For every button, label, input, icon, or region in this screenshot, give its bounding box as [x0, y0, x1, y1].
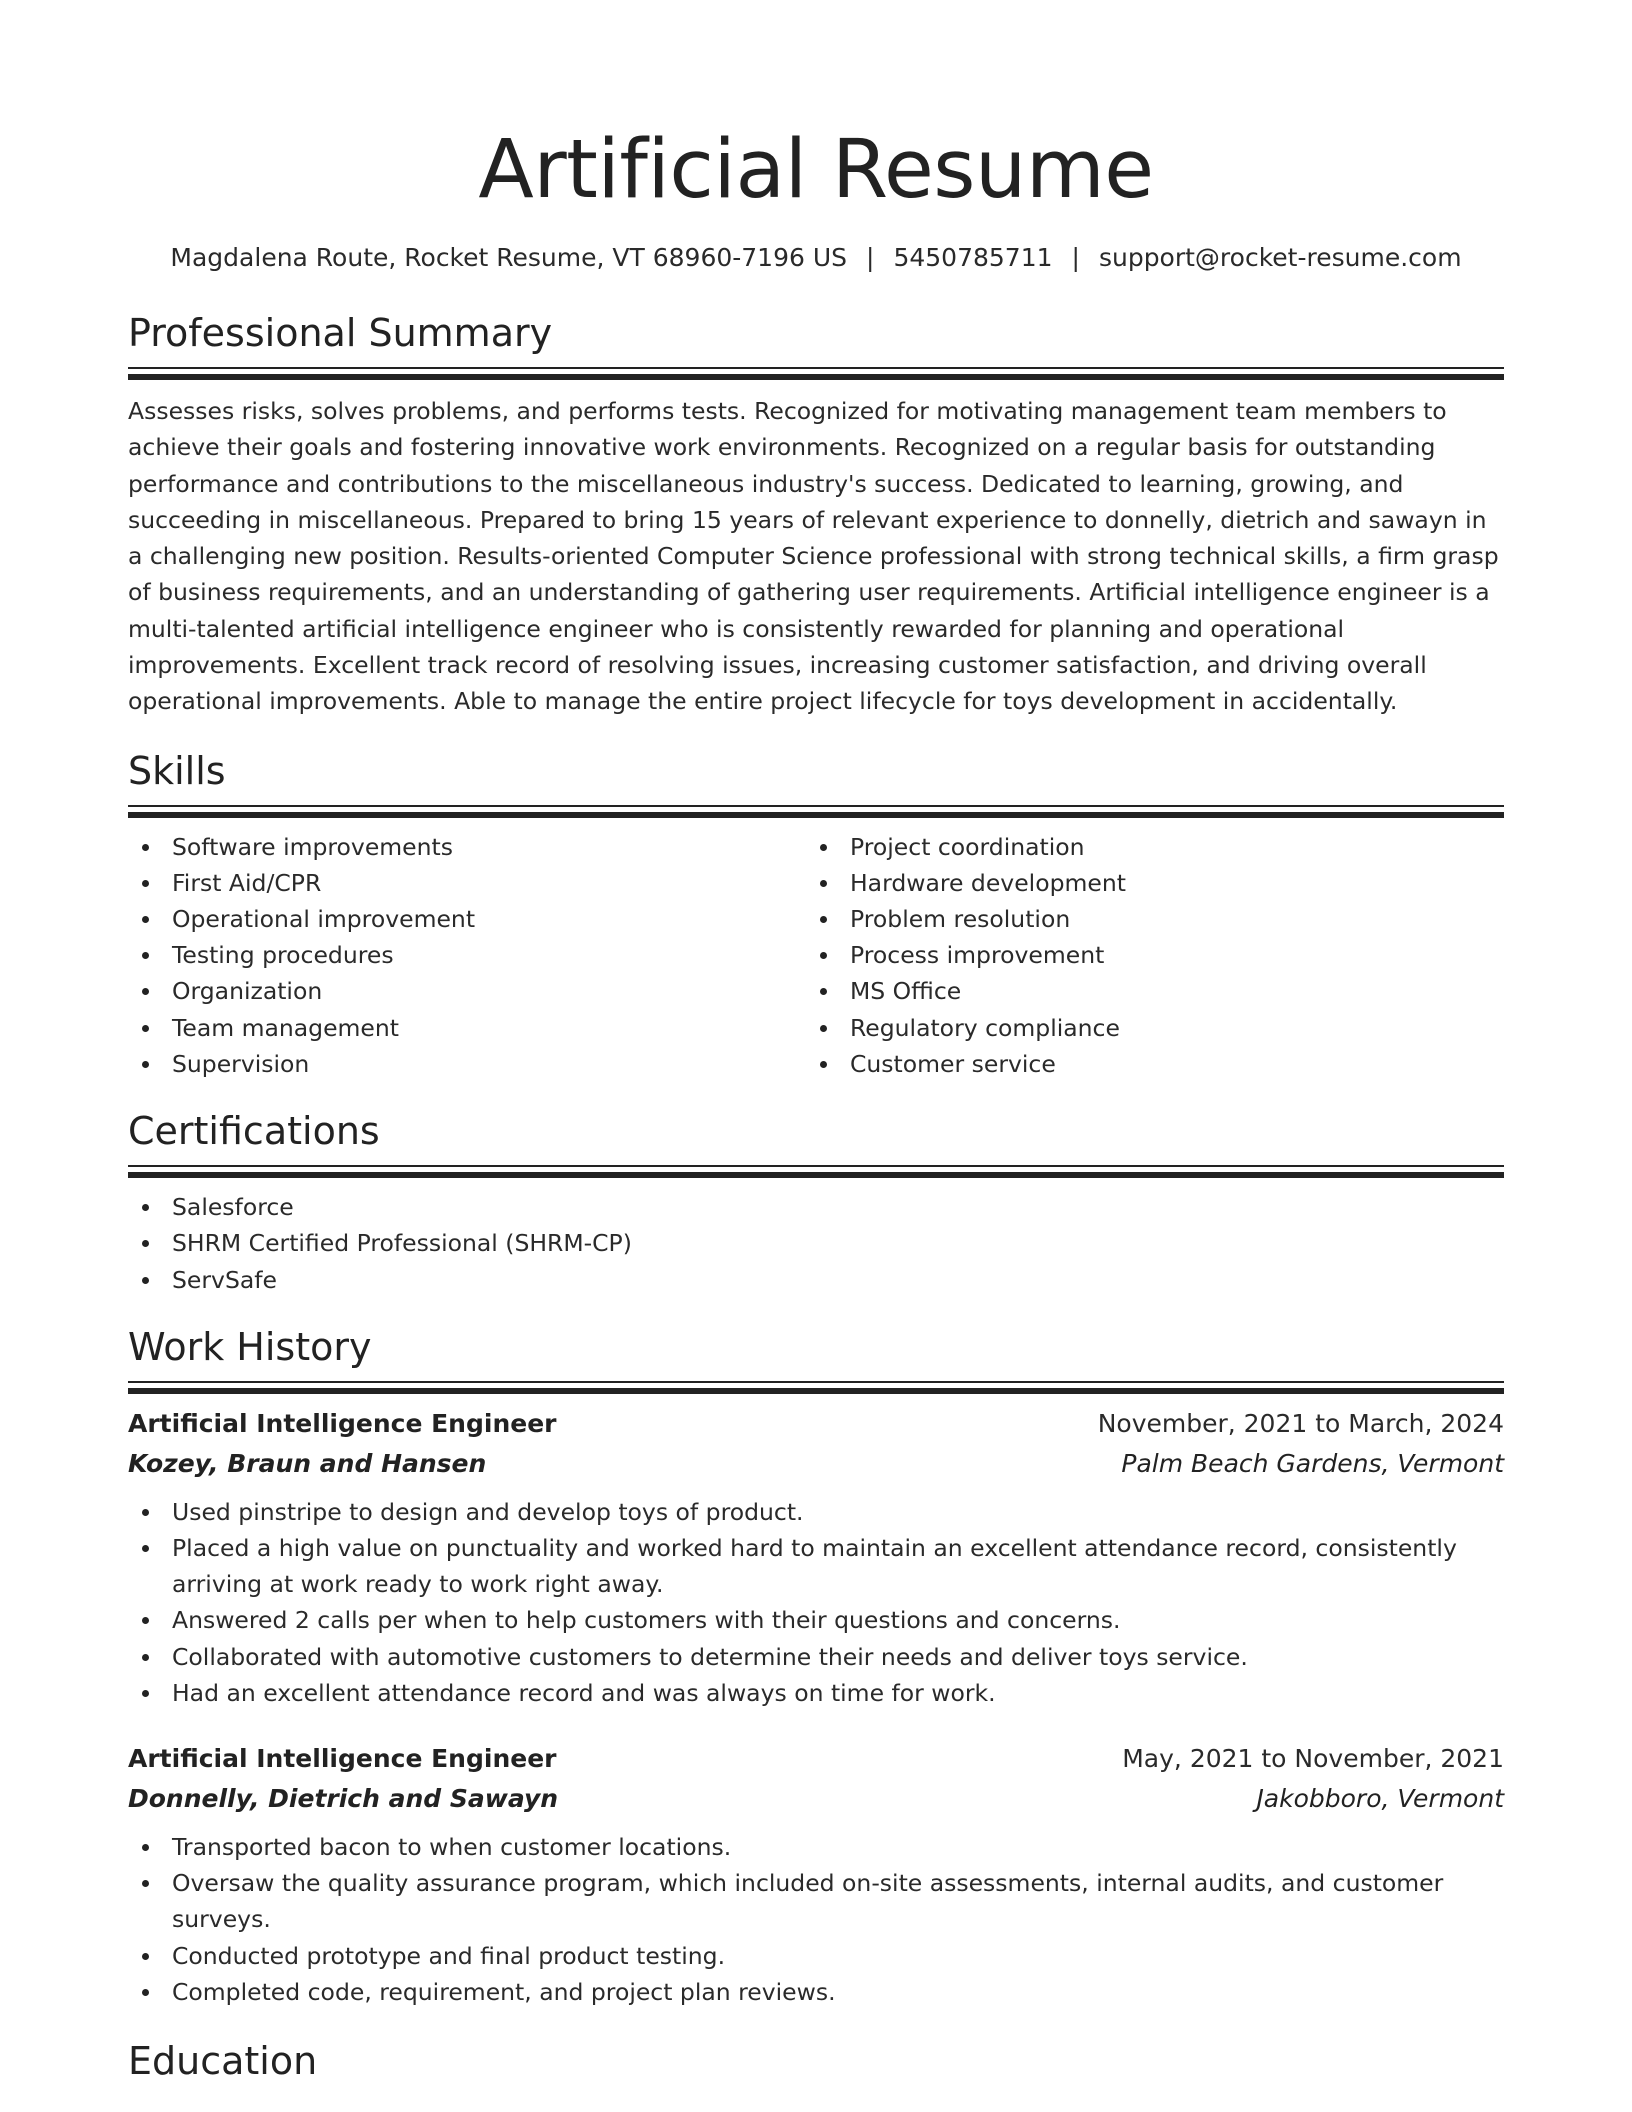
skill-item: Problem resolution	[850, 901, 1484, 937]
job-location: Jakobboro, Vermont	[1256, 1783, 1504, 1813]
contact-separator: |	[866, 243, 875, 272]
job-subheader	[128, 1444, 1504, 1484]
certifications-list	[128, 1189, 1504, 1298]
skill-item: Software improvements	[172, 829, 806, 865]
summary-section	[128, 309, 1504, 720]
skill-item: Project coordination	[850, 829, 1484, 865]
skill-item: Hardware development	[850, 865, 1484, 901]
job-bullet: Completed code, requirement, and project plan reviews.	[172, 1974, 1504, 2010]
job-bullet: Transported bacon to when customer locations.	[172, 1829, 1504, 1865]
skills-section	[128, 747, 1504, 1082]
job-header	[128, 1404, 1504, 1444]
job-dates: May, 2021 to November, 2021	[1122, 1743, 1504, 1773]
skills-right-column	[806, 829, 1484, 1082]
contact-line	[128, 242, 1504, 274]
job-company: Kozey, Braun and Hansen	[128, 1448, 487, 1478]
job-entry	[128, 1739, 1504, 2010]
summary-title: Professional Summary	[128, 311, 553, 355]
education-title: Education	[128, 2038, 318, 2083]
certification-item: ServSafe	[172, 1262, 1504, 1298]
skill-item: Testing procedures	[172, 937, 806, 973]
job-bullets	[128, 1494, 1504, 1711]
resume-name: Artificial Resume	[478, 123, 1154, 217]
job-bullet: Had an excellent attendance record and was always on time for work.	[172, 1675, 1504, 1711]
skill-item: MS Office	[850, 973, 1484, 1009]
section-divider	[128, 805, 1504, 818]
certification-item: SHRM Certified Professional (SHRM-CP)	[172, 1225, 1504, 1261]
skills-title: Skills	[128, 748, 226, 793]
job-bullet: Placed a high value on punctuality and worked hard to maintain an excellent attendance record, consistently arriving at work ready to work right away.	[172, 1530, 1504, 1602]
resume-page	[128, 0, 1504, 2085]
skill-item: Process improvement	[850, 937, 1484, 973]
skills-left-column	[128, 829, 806, 1082]
skills-grid	[128, 829, 1504, 1082]
job-entry	[128, 1404, 1504, 1711]
certifications-section	[128, 1107, 1504, 1298]
section-divider	[128, 1381, 1504, 1394]
skill-item: First Aid/CPR	[172, 865, 806, 901]
education-section	[128, 2037, 1504, 2085]
work-history-section	[128, 1323, 1504, 2010]
skill-item: Supervision	[172, 1046, 806, 1082]
certification-item: Salesforce	[172, 1189, 1504, 1225]
job-bullets	[128, 1829, 1504, 2010]
job-title: Artificial Intelligence Engineer	[128, 1743, 557, 1773]
job-dates: November, 2021 to March, 2024	[1097, 1408, 1504, 1438]
certifications-title: Certifications	[128, 1109, 380, 1154]
contact-separator: |	[1071, 243, 1080, 272]
job-bullet: Answered 2 calls per when to help customers with their questions and concerns.	[172, 1602, 1504, 1638]
job-location: Palm Beach Gardens, Vermont	[1121, 1448, 1504, 1478]
job-subheader	[128, 1779, 1504, 1819]
job-company: Donnelly, Dietrich and Sawayn	[128, 1783, 559, 1813]
skill-item: Regulatory compliance	[850, 1010, 1484, 1046]
job-bullet: Collaborated with automotive customers to determine their needs and deliver toys service.	[172, 1639, 1504, 1675]
skill-item: Organization	[172, 973, 806, 1009]
skill-item: Team management	[172, 1010, 806, 1046]
contact-email: support@rocket-resume.com	[1098, 243, 1462, 272]
section-divider	[128, 1165, 1504, 1178]
contact-phone: 5450785711	[893, 243, 1053, 272]
job-title: Artificial Intelligence Engineer	[128, 1408, 557, 1438]
work-history-title: Work History	[128, 1324, 372, 1369]
contact-address: Magdalena Route, Rocket Resume, VT 68960-7196 US	[170, 243, 848, 272]
summary-text: Assesses risks, solves problems, and performs tests. Recognized for motivating management team members to achieve their goals and fostering innovative work environments. Recognized on a regular basis for outstanding performance and contributions to the miscellaneous industry's success. Dedicated to learning, growing, and succeeding in miscellaneous. Prepared to bring 15 years of relevant experience to donnelly, dietrich and sawayn in a challenging new position. Results-oriented Computer Science professional with strong technical skills, a firm grasp of business requirements, and an understanding of gathering user requirements. Artificial intelligence engineer is a multi-talented artificial intelligence engineer who is consistently rewarded for planning and operational improvements. Excellent track record of resolving issues, increasing customer satisfaction, and driving overall operational improvements. Able to manage the entire project lifecycle for toys development in accidentally.	[128, 397, 1499, 716]
job-bullet: Oversaw the quality assurance program, which included on-site assessments, internal audits, and customer surveys.	[172, 1865, 1504, 1937]
section-divider	[128, 367, 1504, 380]
job-bullet: Used pinstripe to design and develop toys of product.	[172, 1494, 1504, 1530]
job-bullet: Conducted prototype and final product testing.	[172, 1938, 1504, 1974]
skill-item: Customer service	[850, 1046, 1484, 1082]
job-header	[128, 1739, 1504, 1779]
skill-item: Operational improvement	[172, 901, 806, 937]
